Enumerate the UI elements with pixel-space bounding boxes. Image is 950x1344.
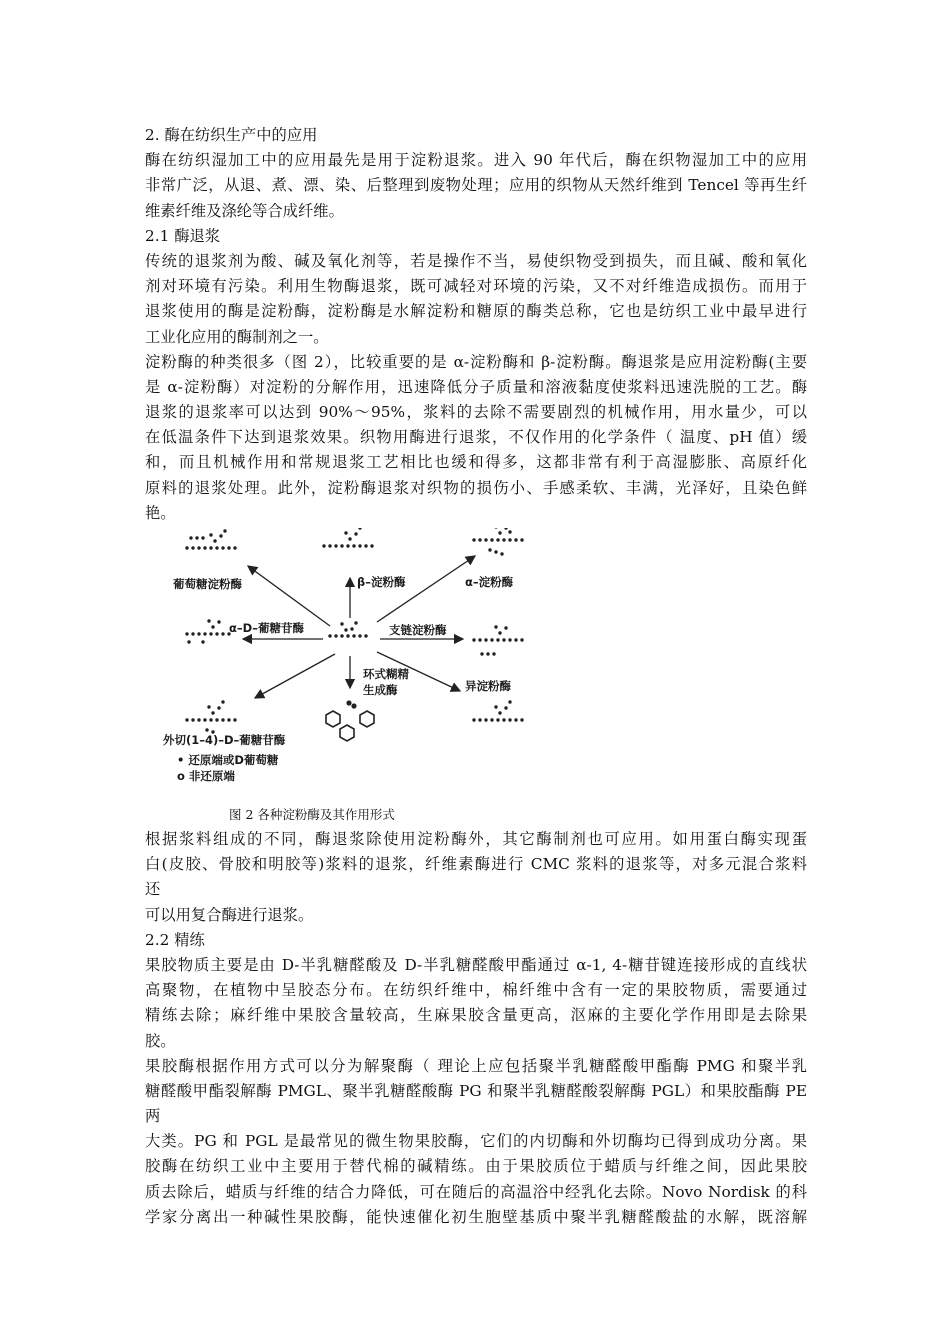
cyclodextrin-ring-icons (326, 701, 374, 741)
paragraph-line: 酶在纺织湿加工中的应用最先是用于淀粉退浆。进入 90 年代后，酶在织物湿加工中的应用 (145, 151, 807, 170)
paragraph-line: 退浆的退浆率可以达到 90%～95%，浆料的去除不需要剧烈的机械作用，用水量少，可以 (145, 403, 807, 422)
section-2-2-title: 2.2 精练 (145, 930, 205, 949)
legend-reducing-end: • 还原端或D葡萄糖 (177, 753, 279, 767)
paragraph-line: 胶酶在纺织工业中主要用于替代棉的碱精练。由于果胶质位于蜡质与纤维之间，因此果胶 (145, 1157, 807, 1176)
paragraph-line: 果胶物质主要是由 D-半乳糖醛酸及 D-半乳糖醛酸甲酯通过 α-1, 4-糖苷键连接形成的直线状 (145, 955, 807, 974)
label-isoamylase: 异淀粉酶 (465, 679, 511, 693)
paragraph-line: 糖醛酸甲酯裂解酶 PMGL、聚半乳糖醛酸酶 PG 和聚半乳糖醛酸裂解酶 PGL）和果胶酯酶 PE (145, 1081, 807, 1100)
paragraph-line: 还 (145, 880, 161, 899)
paragraph-line: 学家分离出一种碱性果胶酶，能快速催化初生胞壁基质中聚半乳糖醛酸盐的水解，既溶解 (145, 1207, 807, 1226)
paragraph-line: 果胶酶根据作用方式可以分为解聚酶（ 理论上应包括聚半乳糖醛酸甲酯酶 PMG 和聚半乳 (145, 1056, 807, 1075)
label-glucoamylase: 葡萄糖淀粉酶 (173, 577, 242, 591)
legend-nonreducing-end: ο 非还原端 (177, 769, 235, 783)
label-cgtase-line2: 生成酶 (363, 683, 398, 697)
paragraph-line: 剂对环境有污染。利用生物酶退浆，既可减轻对环境的污染，又不对纤维造成损伤。而用于 (145, 277, 807, 296)
paragraph-line: 白(皮胶、骨胶和明胶等)浆料的退浆，纤维素酶进行 CMC 浆料的退浆等，对多元混合浆料 (145, 855, 807, 874)
paragraph-line: 和，而且机械作用和常规退浆工艺相比也缓和得多，这都非常有利于高湿膨胀、高原纤化 (145, 453, 807, 472)
label-debranching-enzyme: 支链淀粉酶 (389, 623, 447, 637)
paragraph-line: 原料的退浆处理。此外，淀粉酶退浆对织物的损伤小、手感柔软、丰满，光泽好，且染色鲜 (145, 478, 807, 497)
paragraph-line: 退浆使用的酶是淀粉酶，淀粉酶是水解淀粉和糖原的酶类总称，它也是纺织工业中最早进行 (145, 302, 807, 321)
paragraph-line: 胶。 (145, 1031, 176, 1050)
label-beta-amylase: β–淀粉酶 (357, 575, 406, 589)
amylase-diagram-svg (145, 528, 807, 803)
paragraph-line: 是 α-淀粉酶）对淀粉的分解作用，迅速降低分子质量和溶液黏度使浆料迅速洗脱的工艺。酶 (145, 377, 807, 396)
paragraph-line: 可以用复合酶进行退浆。 (145, 905, 314, 924)
label-cgtase-line1: 环式糊精 (363, 667, 409, 681)
paragraph-line: 淀粉酶的种类很多（图 2），比较重要的是 α-淀粉酶和 β-淀粉酶。酶退浆是应用淀粉酶(主要 (145, 352, 807, 371)
paragraph-line: 大类。PG 和 PGL 是最常见的微生物果胶酶，它们的内切酶和外切酶均已得到成功分离。果 (145, 1132, 807, 1151)
section-2-title: 2. 酶在纺织生产中的应用 (145, 126, 318, 144)
paragraph-line: 质去除后，蜡质与纤维的结合力降低，可在随后的高温浴中经乳化去除。Novo Nordisk 的科 (145, 1182, 807, 1201)
paragraph-line: 根据浆料组成的不同，酶退浆除使用淀粉酶外，其它酶制剂也可应用。如用蛋白酶实现蛋 (145, 830, 807, 848)
paragraph-line: 在低温条件下达到退浆效果。织物用酶进行退浆，不仅作用的化学条件（ 温度、pH 值）缓 (145, 428, 807, 447)
paragraph-line: 维素纤维及涤纶等合成纤维。 (145, 201, 344, 220)
figure-2-caption: 图 2 各种淀粉酶及其作用形式 (229, 807, 395, 822)
label-alpha-glucosidase: α–D–葡糖苷酶 (229, 621, 304, 635)
paragraph-line: 高聚物，在植物中呈胶态分布。在纺织纤维中，棉纤维中含有一定的果胶物质，需要通过 (145, 981, 807, 1000)
paragraph-line: 传统的退浆剂为酸、碱及氧化剂等，若是操作不当，易使织物受到损失，而且碱、酸和氧化 (145, 251, 807, 270)
label-exo-glucosidase: 外切(1–4)–D–葡糖苷酶 (163, 733, 286, 747)
paragraph-line: 工业化应用的酶制剂之一。 (145, 327, 329, 346)
paragraph-line: 两 (145, 1107, 161, 1126)
paragraph-line: 艳。 (145, 503, 176, 522)
document-page (145, 123, 807, 1230)
figure-2-amylase-diagram (145, 528, 807, 803)
paragraph-line: 精练去除；麻纤维中果胶含量较高，生麻果胶含量更高，沤麻的主要化学作用即是去除果 (145, 1006, 807, 1025)
label-alpha-amylase: α–淀粉酶 (465, 575, 514, 589)
section-2-1-title: 2.1 酶退浆 (145, 226, 221, 245)
paragraph-line: 非常广泛，从退、煮、漂、染、后整理到废物处理；应用的织物从天然纤维到 Tencel 等再生纤 (145, 176, 807, 195)
